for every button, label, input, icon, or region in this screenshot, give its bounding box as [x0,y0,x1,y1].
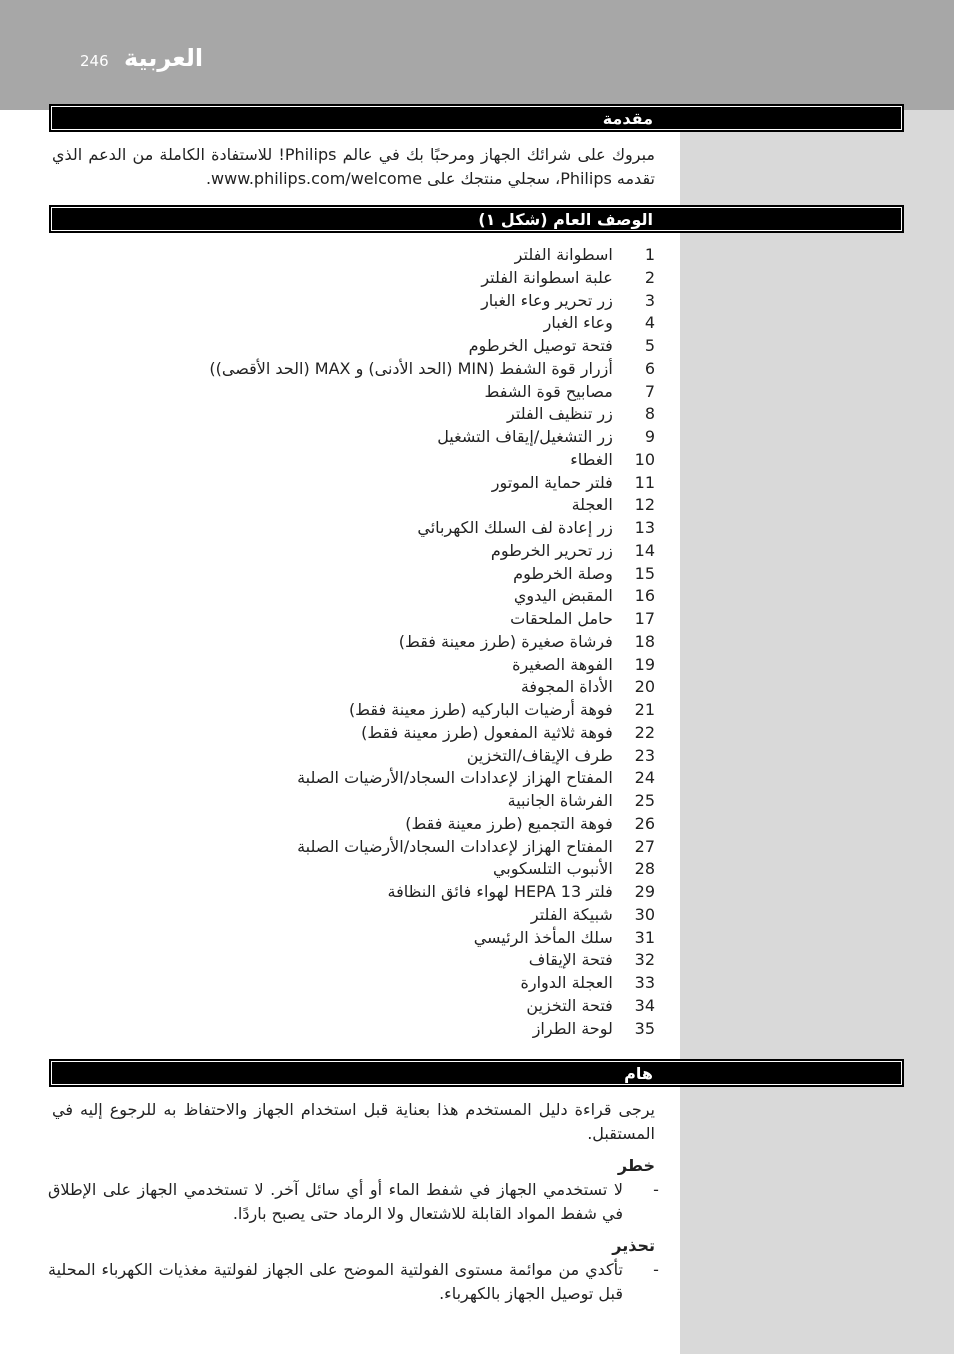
list-item-label: الأنبوب التلسكوبي [492,859,613,879]
list-item-number: 2 [644,267,655,287]
list-item [200,995,655,1018]
list-item-number: 1 [644,245,655,264]
list-item-number: 28 [634,859,655,879]
list-item [200,608,655,631]
list-item [200,472,655,495]
list-item-number: 29 [634,882,655,901]
list-item [200,290,655,313]
list-item-label: أزرار قوة الشفط (MIN (الحد الأدنى) و MAX (الحد الأقصى)) [209,358,613,378]
list-item-label: وصلة الخرطوم [513,563,613,583]
list-item-number: 6 [644,358,655,378]
list-item-label: فتحة التخزين [526,995,613,1015]
list-item-number: 30 [634,904,655,924]
list-item-number: 11 [634,472,655,492]
section-title-overview: الوصف العام (شكل ١) [49,205,904,233]
list-item [200,563,655,586]
list-item-label: علبة اسطوانة الفلتر [481,267,613,287]
list-item [200,312,655,335]
list-item [200,904,655,927]
list-item-label: العجلة [571,495,613,515]
list-item-label: الفوهة الصغيرة [512,654,613,674]
list-item [200,858,655,881]
list-item-number: 12 [634,495,655,515]
list-item [200,449,655,472]
list-item-number: 25 [634,791,655,810]
list-item-number: 19 [634,654,655,674]
list-item-label: المقبض اليدوي [513,586,613,606]
list-item-label: زر تنظيف الفلتر [507,404,613,424]
list-item-label: شبيكة الفلتر [530,904,613,924]
list-item [200,654,655,677]
list-item-label: زر إعادة لف السلك الكهربائي [417,518,613,537]
language-title: العربية [124,44,204,72]
list-item-label: المفتاح الهزاز لإعدادات السجاد/الأرضيات الصلبة [297,768,613,788]
list-item [200,745,655,768]
list-item-label: فتحة توصيل الخرطوم [468,336,613,355]
list-item-number: 18 [634,631,655,651]
list-item-number: 9 [644,427,655,446]
list-item [200,790,655,813]
list-item-label: فوهة أرضيات الباركيه (طرز معينة فقط) [348,700,613,719]
list-item-label: فوهة ثلاثية المفعول (طرز معينة فقط) [361,722,613,742]
list-item-number: 31 [634,927,655,947]
list-item-number: 4 [644,313,655,333]
list-item [200,881,655,904]
danger-item [48,1178,663,1226]
page-number: 246 [80,52,109,70]
list-item-number: 32 [634,950,655,970]
list-item-number: 23 [634,745,655,765]
list-item-label: وعاء الغبار [543,313,613,333]
list-item-number: 34 [634,995,655,1015]
important-paragraph: يرجى قراءة دليل المستخدم هذا بعناية قبل استخدام الجهاز والاحتفاظ به للرجوع إليه في المستقبل. [52,1100,655,1143]
list-item-label: الغطاء [570,449,613,469]
warning-item [48,1258,663,1306]
list-item-number: 16 [634,586,655,606]
list-item-number: 27 [634,836,655,856]
list-item-label: المفتاح الهزاز لإعدادات السجاد/الأرضيات الصلبة [297,836,613,856]
list-item [200,403,655,426]
danger-heading: خطر [617,1156,655,1175]
list-item-label: سلك المأخذ الرئيسي [473,927,613,947]
list-item-label: العجلة الدوارة [520,973,613,992]
list-item [200,585,655,608]
list-item [200,540,655,563]
list-item [200,358,655,381]
list-item [200,722,655,745]
list-item-label: فوهة التجميع (طرز معينة فقط) [405,813,613,833]
list-item-number: 15 [634,563,655,583]
list-item-number: 33 [634,973,655,992]
list-item-label: زر تحرير الخرطوم [490,540,613,560]
list-item [200,381,655,404]
list-item [200,927,655,950]
list-item-label: اسطوانة الفلتر [514,245,613,264]
list-item [200,517,655,540]
list-item-number: 7 [644,381,655,401]
list-item [200,699,655,722]
list-item-label: زر تحرير وعاء الغبار [481,290,613,310]
list-item [200,767,655,790]
list-item-number: 8 [644,404,655,424]
intro-paragraph: مبروك على شرائك الجهاز ومرحبًا بك في عالم Philips! للاستفادة الكاملة من الدعم الذي تقدمه Philips، سجلي منتجك على www.philips.com/welcome. [52,145,655,188]
list-item-number: 10 [634,449,655,469]
list-item-label: لوحة الطراز [532,1018,613,1038]
list-item [200,813,655,836]
list-item [200,631,655,654]
list-item [200,676,655,699]
list-item-label: الأداة المجوفة [520,677,613,697]
list-item-number: 26 [634,813,655,833]
section-title-intro: مقدمة [49,104,904,132]
list-item [200,426,655,449]
list-item-label: طرف الإيقاف/التخزين [466,745,613,765]
list-item-label: حامل الملحقات [510,609,613,628]
warning-heading: تحذير [612,1236,655,1255]
list-item-label: زر التشغيل/إيقاف التشغيل [437,427,613,446]
list-item-number: 5 [644,336,655,355]
list-item [200,1018,655,1041]
list-item-number: 35 [634,1018,655,1038]
warning-text: تأكدي من موائمة مستوى الفولتية الموضح على الجهاز لفولتية مغذيات الكهرباء المحلية قبل توصيل الجهاز بالكهرباء. [48,1260,623,1303]
list-item-number: 17 [634,609,655,628]
list-item-number: 20 [634,677,655,697]
list-item-label: الفرشاة الجانبية [507,791,613,810]
list-item-number: 22 [634,722,655,742]
side-margin-band [680,110,954,1354]
list-item-number: 24 [634,768,655,788]
warning-dash: - [653,1260,659,1279]
list-item-label: فلتر HEPA 13 لهواء فائق النظافة [387,882,613,901]
list-item [200,972,655,995]
list-item [200,267,655,290]
list-item [200,949,655,972]
list-item-number: 3 [644,290,655,310]
list-item-number: 14 [634,540,655,560]
list-item-label: فلتر حماية الموتور [491,472,613,492]
list-item-label: فرشاة صغيرة (طرز معينة فقط) [398,631,613,651]
parts-list [200,244,655,1040]
list-item [200,335,655,358]
list-item-label: مصابيح قوة الشفط [484,381,613,401]
list-item-label: فتحة الإيقاف [528,950,613,970]
list-item [200,244,655,267]
list-item [200,494,655,517]
danger-text: لا تستخدمي الجهاز في شفط الماء أو أي سائل آخر. لا تستخدمي الجهاز على الإطلاق في شفط المواد القابلة للاشتعال ولا الرماد حتى يصبح باردًا. [48,1180,623,1223]
list-item-number: 13 [634,518,655,537]
danger-dash: - [653,1180,659,1199]
section-title-important: هام [49,1059,904,1087]
list-item [200,836,655,859]
list-item-number: 21 [634,700,655,719]
